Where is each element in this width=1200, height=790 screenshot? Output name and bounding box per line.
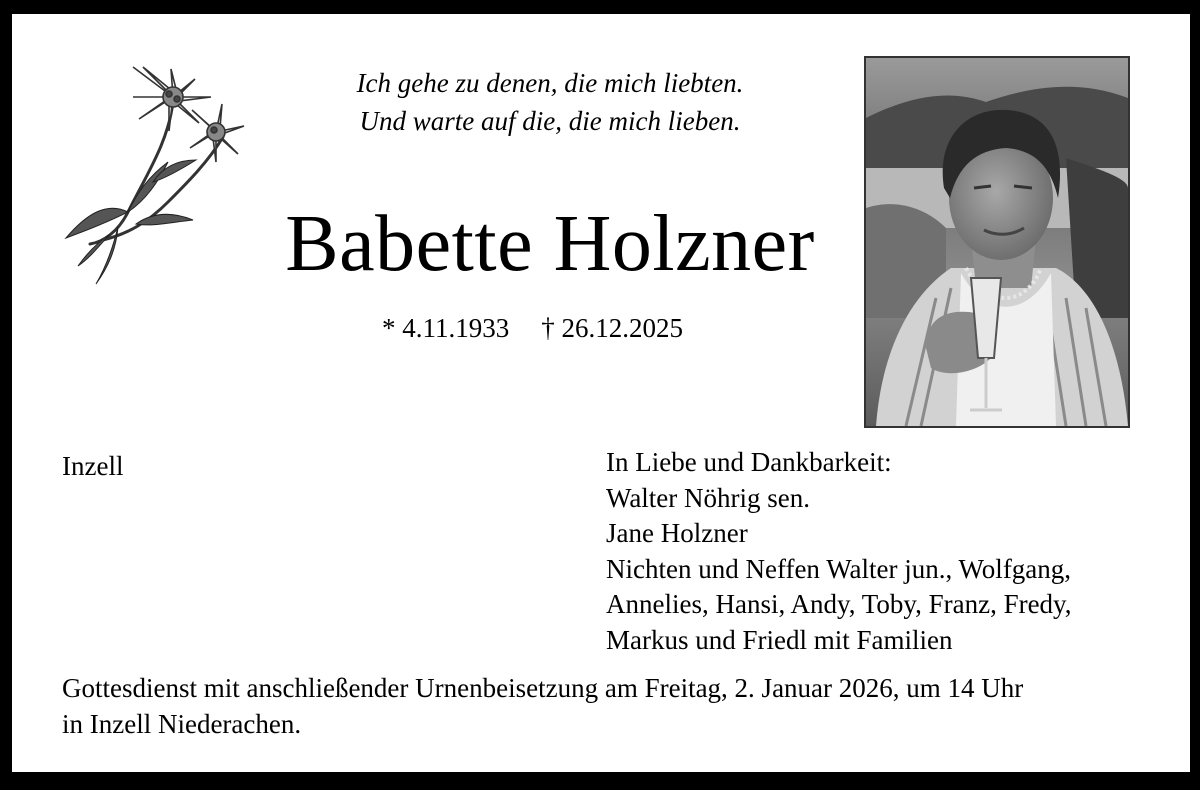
verse-line-1: Ich gehe zu denen, die mich liebten.: [356, 68, 744, 98]
service-notice: [62, 670, 1162, 742]
mourner-line: Annelies, Hansi, Andy, Toby, Franz, Fredy,: [606, 589, 1072, 619]
edelweiss-icon: [58, 62, 253, 290]
mourner-line: Walter Nöhrig sen.: [606, 482, 811, 513]
portrait-photo: [864, 56, 1130, 428]
death-date: † 26.12.2025: [541, 313, 683, 343]
mourner-line: Nichten und Neffen Walter jun., Wolfgang,: [606, 553, 1072, 584]
mourners-heading: In Liebe und Dankbarkeit:: [606, 447, 892, 477]
mourner-line: Markus und Friedl mit Familien: [606, 624, 953, 655]
service-line: Gottesdienst mit anschließender Urnenbeisetzung am Freitag, 2. Januar 2026, um 14 Uhr: [62, 673, 1024, 703]
birth-date: * 4.11.1933: [382, 313, 510, 343]
mourners-list: [606, 445, 1166, 658]
mourner-line: Jane Holzner: [606, 518, 748, 548]
place-name: Inzell: [62, 451, 124, 481]
verse-line-2: Und warte auf die, die mich lieben.: [359, 106, 741, 136]
life-dates: [382, 310, 683, 346]
service-line: in Inzell Niederachen.: [62, 709, 302, 739]
deceased-name: Babette Holzner: [285, 200, 815, 288]
